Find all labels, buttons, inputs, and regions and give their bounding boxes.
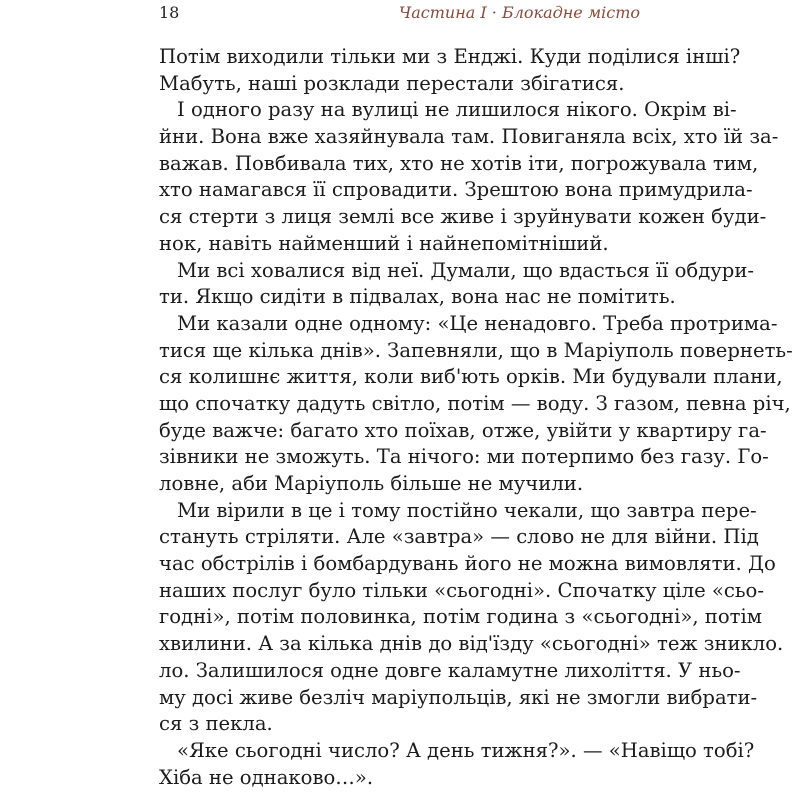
page-number: 18 (159, 3, 180, 22)
text-line: ся стерти з лиця землі все живе і зруйнувати кожен буди- (159, 205, 767, 229)
text-line: стануть стріляти. Але «завтра» — слово не для війни. Під (159, 525, 759, 549)
text-line: ся з пекла. (159, 712, 273, 736)
text-line: тися ще кілька днів». Запевняли, що в Маріуполь повернеть- (159, 338, 793, 362)
text-line: зівники не зможуть. Та нічого: ми потерпимо без газу. Го- (159, 445, 769, 469)
text-line: Мабуть, наші розклади перестали збігатися. (159, 71, 625, 95)
text-line: буде важче: багато хто поїхав, отже, увійти у квартиру га- (159, 418, 767, 442)
text-line: хто намагався її спровадити. Зрештою вона примудрила- (159, 178, 753, 202)
text-line: Хіба не однаково…». (159, 765, 374, 789)
text-line: наших послуг було тільки «сьогодні». Спочатку ціле «сьо- (159, 578, 764, 602)
text-line: Потім виходили тільки ми з Енджі. Куди поділися інші? (159, 45, 741, 68)
text-line: ловне, аби Маріуполь більше не мучили. (159, 472, 584, 495)
running-head: Частина І · Блокадне місто (398, 3, 640, 22)
text-line: нок, навіть найменший і найнепомітніший. (159, 231, 609, 255)
text-line: ся колишнє життя, коли виб'ють орків. Ми будували плани, (159, 365, 783, 389)
text-line: важав. Повбивала тих, хто не хотів іти, погрожувала тим, (159, 151, 759, 175)
text-line: Ми вірили в це і тому постійно чекали, що завтра пере- (177, 498, 757, 522)
text-line: І одного разу на вулиці не лишилося нікого. Окрім ві- (177, 98, 737, 122)
text-line: годні», потім половинка, потім година з «сьогодні», потім (159, 605, 762, 629)
text-line: Ми казали одне одному: «Це ненадовго. Треба протрима- (177, 311, 778, 335)
text-line: му досі живе безліч маріупольців, які не змогли вибрати- (159, 685, 758, 709)
text-line: час обстрілів і бомбардувань його не можна вимовляти. До (159, 552, 776, 576)
text-line: ло. Залишилося одне довге каламутне лихоліття. У ньо- (159, 658, 741, 682)
text-line: що спочатку дадуть світло, потім — воду. З газом, певна річ, (159, 391, 791, 415)
text-line: ти. Якщо сидіти в підвалах, вона нас не помітить. (159, 285, 676, 309)
text-line: хвилини. А за кілька днів до від'їзду «сьогодні» теж зникло. (159, 632, 784, 656)
text-line: «Яке сьогодні число? А день тижня?». — «Навіщо тобі? (177, 738, 755, 762)
text-line: йни. Вона вже хазяйнувала там. Повиганяла всіх, хто їй за- (159, 125, 779, 149)
text-line: Ми всі ховалися від неї. Думали, що вдасться її обдури- (177, 258, 755, 282)
body-text (159, 44, 793, 791)
